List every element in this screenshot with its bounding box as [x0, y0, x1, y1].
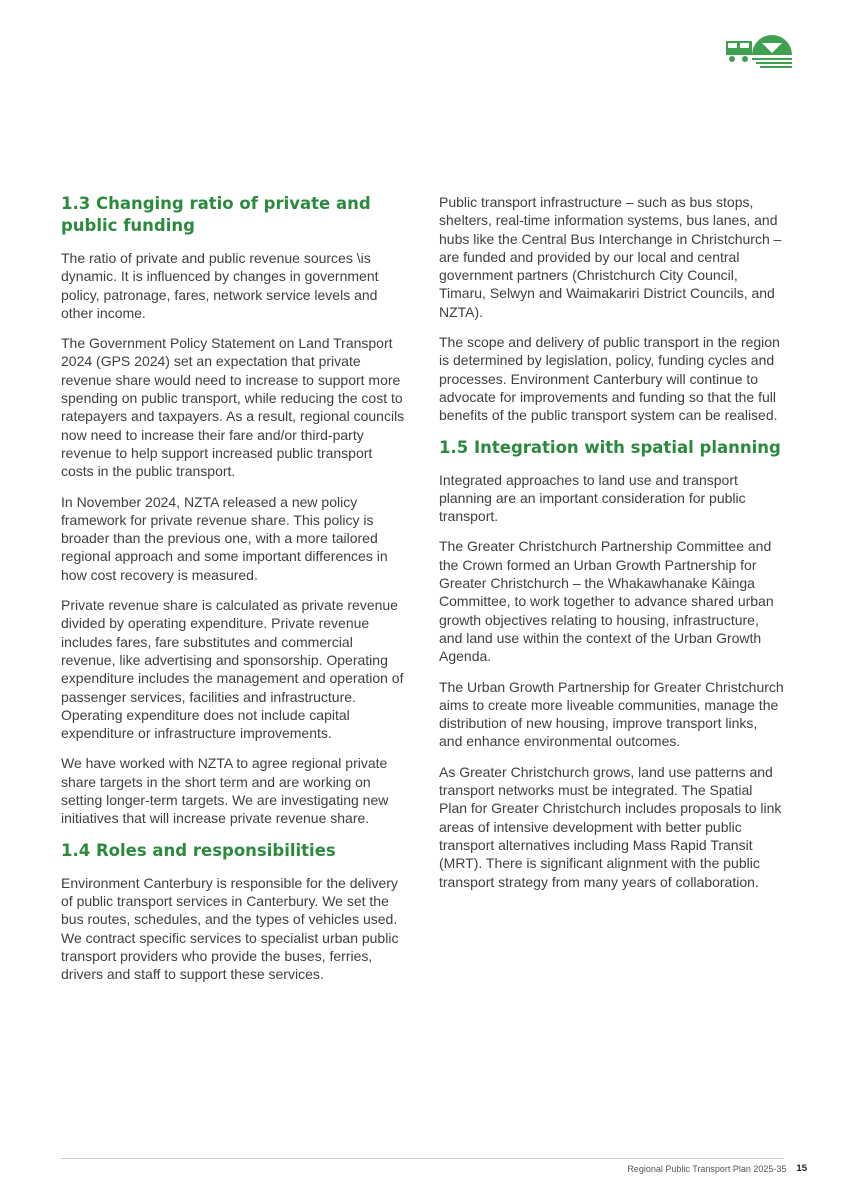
section-1-4-paragraph: Public transport infrastructure – such as bus stops, shelters, real-time information systems, bus lanes, and hubs like the Central Bus Interchange in Christchurch – are funded and provided by our local and central government partners (Christchurch City Council, Timaru, Selwyn and Waimakariri District Councils, and NZTA). — [439, 194, 782, 320]
footer-divider — [61, 1158, 784, 1159]
section-1-5-paragraph: As Greater Christchurch grows, land use patterns and transport networks must be integrated. The Spatial Plan for Greater Christchurch includes proposals to link areas of intensive development with better public transport alternatives including Mass Rapid Transit (MRT). There is significant alignment with the public transport strategy from many years of collaboration. — [439, 763, 782, 890]
page-number: 15 — [796, 1163, 807, 1174]
left-column — [61, 193, 406, 995]
section-1-3-paragraph: In November 2024, NZTA released a new policy framework for private revenue share. This policy is broader than the previous one, with a more tailored regional approach and some important differences in how cost recovery is measured. — [61, 493, 388, 583]
transport-logo-icon — [726, 27, 792, 69]
section-1-5-heading: 1.5 Integration with spatial planning — [439, 437, 781, 457]
section-1-3-paragraph: The ratio of private and public revenue sources \is dynamic. It is influenced by changes in government policy, patronage, fares, network service levels and other income. — [61, 250, 379, 321]
section-1-5-paragraph: The Greater Christchurch Partnership Committee and the Crown formed an Urban Growth Partnership for Greater Christchurch – the Whakawhanake Kāinga Committee, to work together to advance shared urban growth objectives relating to housing, infrastructure, and land use within the context of the Urban Growth Agenda. — [439, 538, 774, 665]
section-1-4-paragraph: Environment Canterbury is responsible for the delivery of public transport services in Canterbury. We set the bus routes, schedules, and the types of vehicles used. We contract specific services to specialist urban public transport providers who provide the buses, ferries, drivers and staff to support these services. — [61, 874, 399, 983]
section-1-3-heading: 1.3 Changing ratio of private and public funding — [61, 194, 371, 235]
section-1-5-paragraph: Integrated approaches to land use and transport planning are an important consideration for public transport. — [439, 471, 746, 525]
section-1-4-heading: 1.4 Roles and responsibilities — [61, 840, 336, 860]
right-column — [439, 193, 784, 903]
footer-document-title: Regional Public Transport Plan 2025-35 — [627, 1163, 787, 1174]
section-1-3-paragraph: We have worked with NZTA to agree regional private share targets in the short term and are working on setting longer-term targets. We are investigating new initiatives that will increase private revenue share. — [61, 755, 389, 827]
section-1-4-paragraph: The scope and delivery of public transport in the region is determined by legislation, policy, funding cycles and processes. Environment Canterbury will continue to advocate for improvements and funding so that the full benefits of the public transport system can be realised. — [439, 334, 780, 424]
section-1-3-paragraph: Private revenue share is calculated as private revenue divided by operating expenditure. Private revenue includes fares, fare substitutes and commercial revenue, like advertising and sponsorship. Operating expenditure includes the management and operation of passenger services, facilities and infrastructure. Operating expenditure does not include capital expenditure or infrastructure improvements. — [61, 597, 404, 742]
page-footer — [627, 1163, 807, 1174]
section-1-5-paragraph: The Urban Growth Partnership for Greater Christchurch aims to create more liveable communities, manage the distribution of new housing, improve transport links, and enhance environmental outcomes. — [439, 678, 784, 750]
section-1-3-paragraph: The Government Policy Statement on Land Transport 2024 (GPS 2024) set an expectation that private revenue share would need to increase to support more spending on public transport, while reducing the cost to ratepayers and taxpayers. As a result, regional councils now need to increase their fare and/or third-party revenue to help support increased public transport costs in the public transport. — [61, 335, 405, 480]
